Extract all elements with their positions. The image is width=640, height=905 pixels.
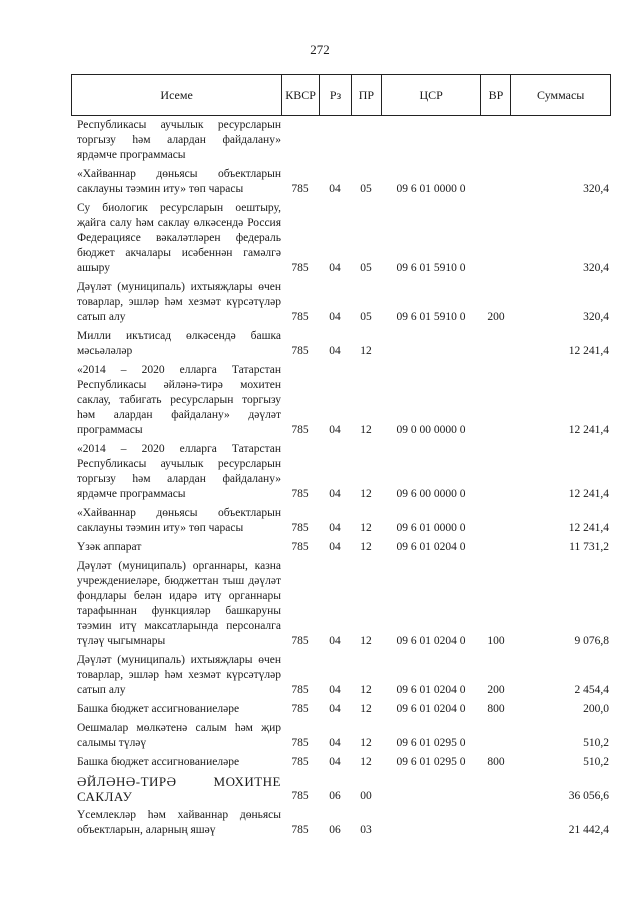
cell-rz: 04 [329,703,341,715]
cell-kvsr: 785 [291,522,309,534]
cell-pr: 05 [360,311,372,323]
cell-pr: 12 [360,488,372,500]
cell-name: Башка бюджет ассигнованиеләре [77,756,240,768]
cell-name: ӘЙЛӘНӘ-ТИРӘ МОХИТНЕ САКЛАУ [77,774,281,804]
table-row [71,165,611,199]
table-row [71,772,611,806]
cell-kvsr: 785 [291,262,309,274]
cell-name: Үсемлекләр һәм хайваннар дөньясы объектларын, аларның яшәү [77,809,281,836]
column-header-name: Исеме [160,87,193,102]
cell-rz: 04 [329,541,341,553]
cell-sum: 9 076,8 [574,635,609,647]
cell-pr: 12 [360,541,372,553]
cell-sum: 510,2 [583,756,609,768]
column-header-rz: Рз [319,75,351,115]
cell-kvsr: 785 [291,684,309,696]
cell-pr: 12 [360,522,372,534]
cell-csr: 09 6 01 5910 0 [396,311,466,323]
cell-csr: 09 6 01 0000 0 [396,183,466,195]
cell-rz: 04 [329,262,341,274]
column-header-csr: ЦСР [381,75,481,115]
cell-rz: 04 [329,756,341,768]
cell-name: «Хайваннар дөньясы объектларын саклауны тәэмин иту» төп чарасы [77,507,281,534]
cell-name: Су биологик ресурсларын оештыру, җайга салу һәм саклау өлкәсендә Россия Федерациясе вәкаләтләрен федераль бюджет акчалары исәбеннән гамәлгә ашыру [77,202,281,274]
cell-pr: 12 [360,737,372,749]
cell-sum: 320,4 [583,183,609,195]
column-header-sum: Суммасы [510,75,610,115]
cell-name: Башка бюджет ассигнованиеләре [77,703,240,715]
column-header-kvsr: КВСР [281,75,319,115]
cell-rz: 04 [329,183,341,195]
cell-csr [381,838,481,840]
table-row [71,557,611,651]
cell-kvsr: 785 [291,703,309,715]
cell-vr: 800 [487,703,505,715]
cell-sum: 320,4 [583,262,609,274]
cell-pr: 00 [360,790,372,802]
table-row [71,651,611,700]
table-row [71,538,611,557]
cell-csr: 09 6 01 0204 0 [396,541,466,553]
cell-vr [481,163,511,165]
cell-csr: 09 6 01 0295 0 [396,737,466,749]
cell-vr [481,751,511,753]
cell-rz: 06 [329,824,341,836]
cell-sum: 36 056,6 [568,790,609,802]
cell-name: Үзәк аппарат [77,541,142,553]
table-row [71,806,611,840]
cell-vr: 100 [487,635,505,647]
cell-name: Оешмалар мөлкәтенә салым һәм җир салымы түләү [77,722,281,749]
table-row [71,361,611,440]
cell-rz: 04 [329,311,341,323]
column-header-vr: ВР [480,75,510,115]
cell-sum: 12 241,4 [568,522,609,534]
cell-csr: 09 6 01 0000 0 [396,522,466,534]
cell-vr: 200 [487,311,505,323]
cell-pr: 12 [360,703,372,715]
cell-csr: 09 6 01 5910 0 [396,262,466,274]
cell-kvsr: 785 [291,737,309,749]
cell-vr [481,197,511,199]
cell-pr [351,163,381,165]
table-row [71,700,611,719]
cell-vr [481,804,511,806]
table-row [71,116,611,165]
cell-csr: 09 6 01 0204 0 [396,703,466,715]
cell-csr [381,359,481,361]
cell-rz: 06 [329,790,341,802]
cell-name: «Хайваннар дөньясы объектларын саклауны тәэмин иту» төп чарасы [77,168,281,195]
cell-csr: 09 0 00 0000 0 [396,424,466,436]
column-header-pr: ПР [351,75,381,115]
cell-sum: 12 241,4 [568,345,609,357]
cell-kvsr: 785 [291,541,309,553]
cell-rz: 04 [329,424,341,436]
table-row [71,199,611,278]
table-row [71,278,611,327]
cell-kvsr: 785 [291,424,309,436]
cell-pr: 12 [360,684,372,696]
table-row [71,719,611,753]
cell-sum: 12 241,4 [568,424,609,436]
cell-csr: 09 6 00 0000 0 [396,488,466,500]
cell-name: Дәүләт (муниципаль) ихтыяҗлары өчен товарлар, эшләр һәм хезмәт күрсәтүләр сатып алу [77,281,281,323]
cell-sum: 2 454,4 [574,684,609,696]
cell-name: Милли икътисад өлкәсендә башка мәсьәләләр [77,330,281,357]
cell-csr [381,804,481,806]
cell-kvsr: 785 [291,790,309,802]
table-body [71,116,611,840]
cell-rz: 04 [329,345,341,357]
cell-name: «2014 – 2020 елларга Татарстан Республикасы аучылык ресурсларын торгызу һәм алардан файдалану» ярдәмче программасы [77,443,281,500]
cell-vr [481,502,511,504]
cell-pr: 12 [360,756,372,768]
cell-sum: 510,2 [583,737,609,749]
table-row [71,504,611,538]
cell-name: Дәүләт (муниципаль) ихтыяҗлары өчен товарлар, эшләр һәм хезмәт күрсәтүләр сатып алу [77,654,281,696]
cell-kvsr: 785 [291,345,309,357]
cell-csr: 09 6 01 0204 0 [396,635,466,647]
cell-csr [381,163,481,165]
cell-sum: 200,0 [583,703,609,715]
cell-pr: 05 [360,262,372,274]
cell-vr [481,359,511,361]
cell-kvsr: 785 [291,756,309,768]
cell-kvsr: 785 [291,635,309,647]
cell-vr [481,438,511,440]
page-number: 272 [310,42,330,57]
cell-sum: 21 442,4 [568,824,609,836]
table-row [71,327,611,361]
cell-csr: 09 6 01 0204 0 [396,684,466,696]
table-header [71,74,611,116]
cell-vr [481,536,511,538]
cell-vr: 200 [487,684,505,696]
cell-kvsr: 785 [291,824,309,836]
cell-pr: 12 [360,635,372,647]
cell-sum [511,163,611,165]
cell-kvsr: 785 [291,488,309,500]
cell-sum: 11 731,2 [569,541,609,553]
cell-kvsr: 785 [291,311,309,323]
cell-vr [481,276,511,278]
table-row [71,753,611,772]
cell-rz: 04 [329,684,341,696]
cell-pr: 12 [360,345,372,357]
cell-rz: 04 [329,737,341,749]
cell-sum: 320,4 [583,311,609,323]
cell-vr: 800 [487,756,505,768]
cell-rz: 04 [329,635,341,647]
cell-name: Республикасы аучылык ресурсларын торгызу һәм алардан файдалану» ярдәмче программасы [77,119,281,161]
cell-name: «2014 – 2020 елларга Татарстан Республикасы әйләнә-тирә мохитен саклау, табигать ресурсларын торгызу һәм алардан файдалану» дәүләт программасы [77,364,281,436]
cell-pr: 12 [360,424,372,436]
cell-rz: 04 [329,522,341,534]
table-row [71,440,611,504]
cell-pr: 03 [360,824,372,836]
cell-name: Дәүләт (муниципаль) органнары, казна учреждениеләре, бюджеттан тыш дәүләт фондлары белән идарә итү органнары тарафыннан функцияләр башкаруны тәэмин итү максатларында персоналга түләү чыгымнары [77,560,281,647]
cell-sum: 12 241,4 [568,488,609,500]
cell-vr [481,838,511,840]
cell-rz [319,163,351,165]
cell-kvsr: 785 [291,183,309,195]
cell-rz: 04 [329,488,341,500]
cell-vr [481,555,511,557]
cell-pr: 05 [360,183,372,195]
cell-csr: 09 6 01 0295 0 [396,756,466,768]
cell-kvsr [281,163,319,165]
